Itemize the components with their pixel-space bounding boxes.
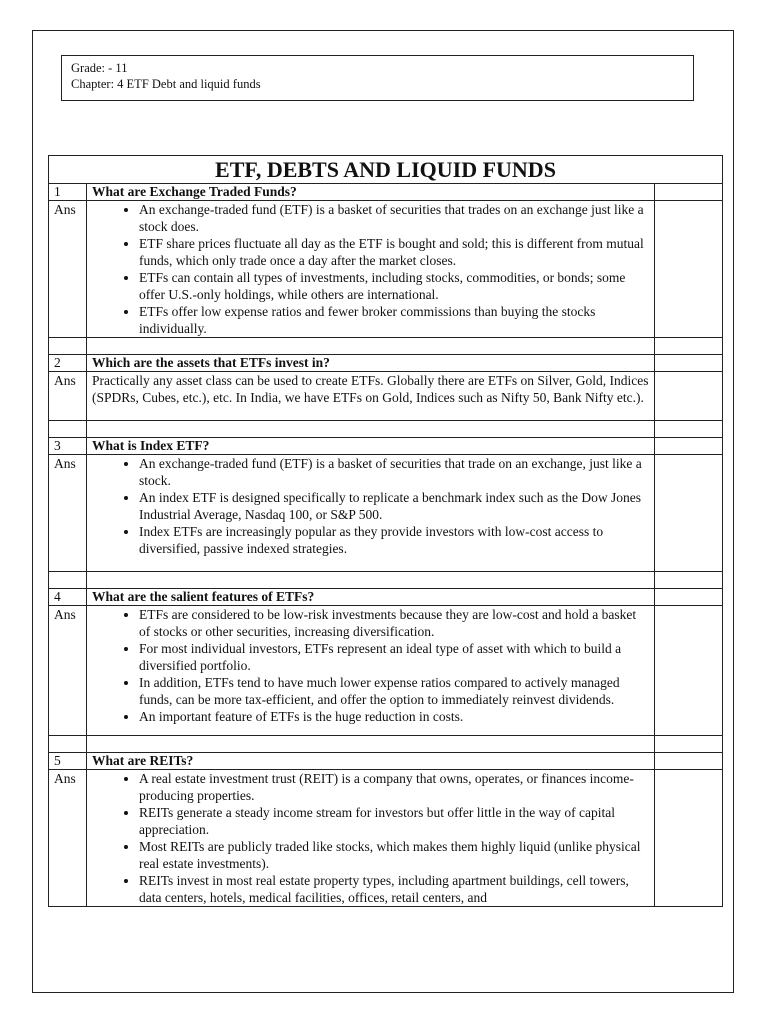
ans-label: Ans: [49, 455, 87, 572]
question-number: 3: [49, 438, 87, 455]
spacer-row: [49, 421, 723, 438]
empty-cell: [655, 455, 723, 572]
answer-bullet: • REITs generate a steady income stream for investors but offer little in the way of capital appreciation.: [139, 804, 649, 838]
question-number: 5: [49, 753, 87, 770]
header-box: [61, 55, 694, 101]
chapter-label: Chapter: 4 ETF Debt and liquid funds: [71, 77, 261, 91]
ans-label: Ans: [49, 372, 87, 421]
answer-bullet: • A real estate investment trust (REIT) is a company that owns, operates, or finances income-producing properties.: [139, 770, 649, 804]
question-row: [49, 184, 723, 201]
empty-cell: [655, 372, 723, 421]
answer-row: [49, 455, 723, 572]
ans-label: Ans: [49, 201, 87, 338]
answer-bullet: • ETF share prices fluctuate all day as the ETF is bought and sold; this is different from mutual funds, which only trade once a day after the market closes.: [139, 235, 649, 269]
empty-cell: [655, 589, 723, 606]
question-text: Which are the assets that ETFs invest in?: [87, 355, 655, 372]
answer-bullet: • REITs invest in most real estate property types, including apartment buildings, cell towers, data centers, hotels, medical facilities, offices, retail centers, and: [139, 872, 649, 906]
answer-bullet: • Index ETFs are increasingly popular as they provide investors with low-cost access to diversified, passive indexed strategies.: [139, 523, 649, 557]
answer-bullet: • An index ETF is designed specifically to replicate a benchmark index such as the Dow Jones Industrial Average, Nasdaq 100, or S&P 500.: [139, 489, 649, 523]
grade-label: Grade: - 11: [71, 61, 128, 75]
answer-paragraph: Practically any asset class can be used to create ETFs. Globally there are ETFs on Silver, Gold, Indices (SPDRs, Cubes, etc.), etc. In India, we have ETFs on Gold, Indices such as Nifty 50, Bank Nifty etc.).: [87, 372, 655, 421]
ans-label: Ans: [49, 606, 87, 736]
empty-cell: [655, 201, 723, 338]
answer-cell: [87, 606, 655, 736]
question-row: [49, 589, 723, 606]
question-text: What are REITs?: [87, 753, 655, 770]
answer-bullet: • ETFs can contain all types of investments, including stocks, commodities, or bonds; some offer U.S.-only holdings, while others are international.: [139, 269, 649, 303]
spacer-row: [49, 736, 723, 753]
answer-cell: [87, 770, 655, 907]
question-text: What are Exchange Traded Funds?: [87, 184, 655, 201]
document-page: [32, 30, 734, 993]
answer-bullet: • An important feature of ETFs is the huge reduction in costs.: [139, 708, 649, 725]
question-number: 1: [49, 184, 87, 201]
answer-bullet: • For most individual investors, ETFs represent an ideal type of asset with which to build a diversified portfolio.: [139, 640, 649, 674]
answer-bullet: • An exchange-traded fund (ETF) is a basket of securities that trades on an exchange just like a stock does.: [139, 201, 649, 235]
answer-row: [49, 770, 723, 907]
answer-bullet: • In addition, ETFs tend to have much lower expense ratios compared to actively managed funds, can be more tax-efficient, and offer the option to immediately reinvest dividends.: [139, 674, 649, 708]
empty-cell: [655, 753, 723, 770]
answer-bullet: • Most REITs are publicly traded like stocks, which makes them highly liquid (unlike physical real estate investments).: [139, 838, 649, 872]
answer-row: [49, 201, 723, 338]
question-row: [49, 438, 723, 455]
empty-cell: [655, 438, 723, 455]
empty-cell: [655, 184, 723, 201]
answer-bullet: • ETFs offer low expense ratios and fewer broker commissions than buying the stocks individually.: [139, 303, 649, 337]
answer-bullet: • An exchange-traded fund (ETF) is a basket of securities that trade on an exchange, just like a stock.: [139, 455, 649, 489]
spacer-row: [49, 572, 723, 589]
question-number: 4: [49, 589, 87, 606]
question-text: What are the salient features of ETFs?: [87, 589, 655, 606]
page-title: ETF, DEBTS AND LIQUID FUNDS: [49, 156, 723, 184]
question-number: 2: [49, 355, 87, 372]
answer-cell: [87, 455, 655, 572]
qa-table: [48, 155, 723, 907]
answer-cell: [87, 201, 655, 338]
ans-label: Ans: [49, 770, 87, 907]
spacer-row: [49, 338, 723, 355]
answer-row: [49, 606, 723, 736]
empty-cell: [655, 606, 723, 736]
question-text: What is Index ETF?: [87, 438, 655, 455]
question-row: [49, 355, 723, 372]
empty-cell: [655, 355, 723, 372]
answer-bullet: • ETFs are considered to be low-risk investments because they are low-cost and hold a basket of stocks or other securities, increasing diversification.: [139, 606, 649, 640]
answer-row: [49, 372, 723, 421]
question-row: [49, 753, 723, 770]
empty-cell: [655, 770, 723, 907]
